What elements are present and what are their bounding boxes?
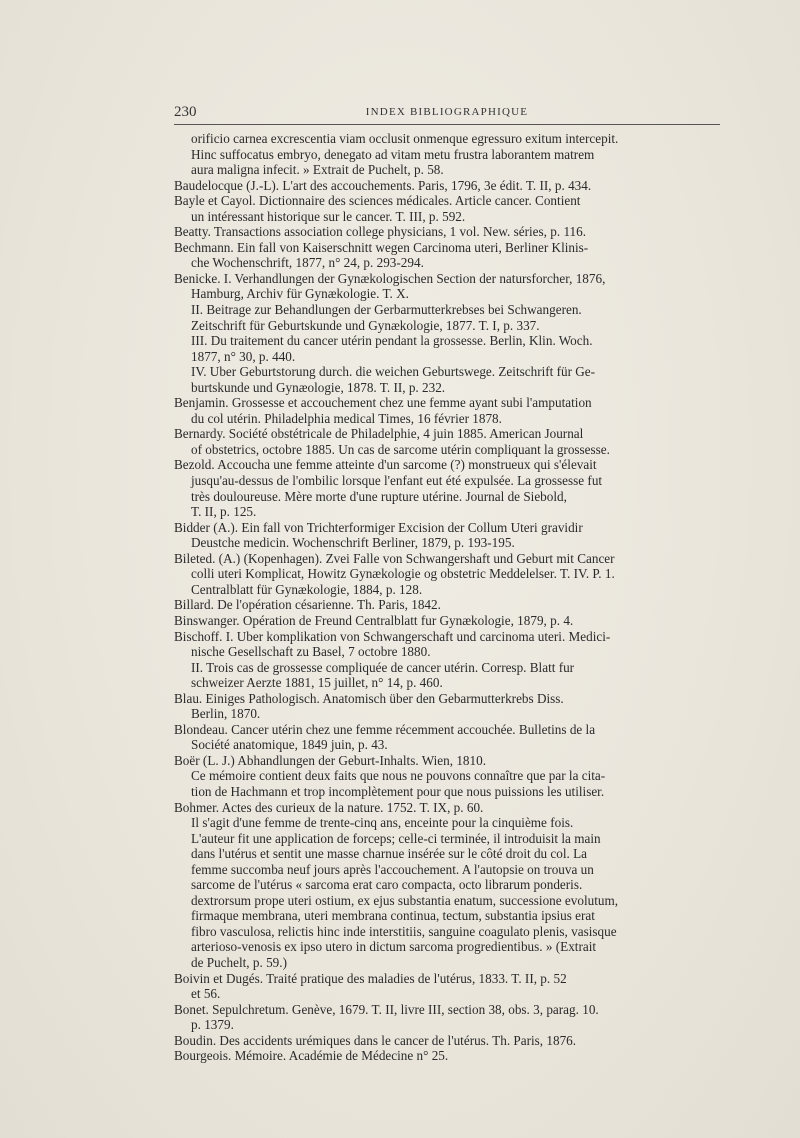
text-line: Boudin. Des accidents urémiques dans le cancer de l'utérus. Th. Paris, 1876. [174, 1032, 577, 1048]
text-line: un intéressant historique sur le cancer. T. III, p. 592. [191, 208, 466, 224]
text-line: Hinc suffocatus embryo, denegato ad vitam metu frustra laborantem matrem [191, 146, 595, 162]
text-line: Beatty. Transactions association college physicians, 1 vol. New. séries, p. 116. [174, 224, 587, 240]
text-line: Benicke. I. Verhandlungen der Gynækologischen Section der natursforcher, 1876, [174, 270, 606, 286]
text-line: Boivin et Dugés. Traité pratique des maladies de l'utérus, 1833. T. II, p. 52 [174, 970, 567, 986]
text-line: Bonet. Sepulchretum. Genève, 1679. T. II, livre III, section 38, obs. 3, parag. 10. [174, 1001, 599, 1017]
text-line: du col utérin. Philadelphia medical Times, 16 février 1878. [191, 410, 502, 426]
page-header [174, 104, 720, 125]
text-line: arterioso-venosis ex ipso utero in dictum sarcoma progredientibus. » (Extrait [191, 939, 597, 955]
text-line: Baudelocque (J.-L). L'art des accouchements. Paris, 1796, 3e édit. T. II, p. 434. [174, 177, 592, 193]
text-line: Deustche medicin. Wochenschrift Berliner, 1879, p. 193-195. [191, 535, 515, 551]
text-line: très douloureuse. Mère morte d'une rupture utérine. Journal de Siebold, [191, 488, 567, 504]
text-line: II. Trois cas de grossesse compliquée de cancer utérin. Corresp. Blatt fur [191, 659, 575, 675]
text-line: Ce mémoire contient deux faits que nous ne pouvons connaître que par la cita- [191, 768, 606, 784]
text-line: burtskunde und Gynæologie, 1878. T. II, p. 232. [191, 379, 446, 395]
text-line: jusqu'au-dessus de l'ombilic lorsque l'enfant eut été expulsée. La grossesse fut [191, 473, 603, 489]
text-line: Société anatomique, 1849 juin, p. 43. [191, 737, 388, 753]
text-line: p. 1379. [191, 1017, 234, 1033]
text-line: sarcome de l'utérus « sarcoma erat caro compacta, octo librarum ponderis. [191, 877, 583, 893]
text-line: 1877, n° 30, p. 440. [191, 348, 296, 364]
text-line: Il s'agit d'une femme de trente-cinq ans, enceinte pour la cinquième fois. [191, 815, 574, 831]
text-line: Centralblatt für Gynækologie, 1884, p. 128. [191, 581, 423, 597]
running-title: INDEX BIBLIOGRAPHIQUE [365, 106, 529, 118]
text-line: et 56. [191, 986, 221, 1002]
text-line: Hamburg, Archiv für Gynækologie. T. X. [191, 286, 409, 302]
text-line: Boër (L. J.) Abhandlungen der Geburt-Inhalts. Wien, 1810. [174, 752, 486, 768]
text-line: colli uteri Komplicat, Howitz Gynækologie og obstetric Meddelelser. T. IV. P. 1. [191, 566, 615, 582]
text-line: che Wochenschrift, 1877, n° 24, p. 293-294. [191, 255, 424, 271]
text-line: Bischoff. I. Uber komplikation von Schwangerschaft und carcinoma uteri. Medici- [174, 628, 611, 644]
text-line: Bezold. Accoucha une femme atteinte d'un sarcome (?) monstrueux qui s'élevait [174, 457, 597, 473]
text-line: of obstetrics, octobre 1885. Un cas de sarcome utérin compliquant la grossesse. [191, 441, 610, 457]
text-line: firmaque membrana, uteri membrana continua, tectum, substantia ipsius erat [191, 908, 595, 924]
text-line: Blondeau. Cancer utérin chez une femme récemment accouchée. Bulletins de la [174, 721, 596, 737]
text-line: Bechmann. Ein fall von Kaiserschnitt wegen Carcinoma uteri, Berliner Klinis- [174, 239, 589, 255]
text-line: fibro vasculosa, relictis hinc inde interstitiis, sanguine coagulato plenis, vasisque [191, 923, 617, 939]
text-line: Bohmer. Actes des curieux de la nature. 1752. T. IX, p. 60. [174, 799, 484, 815]
text-line: de Puchelt, p. 59.) [191, 954, 287, 970]
text-line: tion de Hachmann et trop incomplètement pour que nous puissions les utiliser. [191, 783, 605, 799]
text-line: Blau. Einiges Pathologisch. Anatomisch über den Gebarmutterkrebs Diss. [174, 690, 564, 706]
text-line: Bernardy. Société obstétricale de Philadelphie, 4 juin 1885. American Journal [174, 426, 584, 442]
text-line: aura maligna infecit. » Extrait de Puchelt, p. 58. [191, 162, 444, 178]
text-line: T. II, p. 125. [191, 504, 257, 520]
text-line: nische Gesellschaft zu Basel, 7 octobre 1880. [191, 644, 431, 660]
text-line: Bayle et Cayol. Dictionnaire des sciences médicales. Article cancer. Contient [174, 193, 581, 209]
text-line: femme succomba neuf jours après l'accouchement. A l'autopsie on trouva un [191, 861, 594, 877]
text-line: orificio carnea excrescentia viam occlusit onmenque egressuro exitum intercepit. [191, 131, 619, 146]
text-line: Berlin, 1870. [191, 706, 261, 722]
text-line: Bidder (A.). Ein fall von Trichterformiger Excision der Collum Uteri gravidir [174, 519, 583, 535]
bibliography-body [174, 131, 720, 1064]
text-line: Bileted. (A.) (Kopenhagen). Zvei Falle von Schwangershaft und Geburt mit Cancer [174, 550, 615, 566]
text-line: Binswanger. Opération de Freund Centralblatt fur Gynækologie, 1879, p. 4. [174, 612, 574, 628]
text-line: L'auteur fit une application de forceps; celle-ci terminée, il introduisit la main [191, 830, 601, 846]
text-line: dans l'utérus et sentit une masse charnue insérée sur le côté droit du col. La [191, 846, 588, 862]
page-number: 230 [174, 104, 197, 120]
text-line: schweizer Aerzte 1881, 15 juillet, n° 14, p. 460. [191, 675, 443, 691]
text-line: II. Beitrage zur Behandlungen der Gerbarmutterkrebses bei Schwangeren. [191, 302, 582, 318]
text-line: Bourgeois. Mémoire. Académie de Médecine n° 25. [174, 1048, 449, 1064]
text-line: Billard. De l'opération césarienne. Th. Paris, 1842. [174, 597, 441, 613]
text-line: dextrorsum prope uteri ostium, ex ejus substantia enatum, successione evolutum, [191, 892, 619, 908]
text-line: IV. Uber Geburtstorung durch. die weichen Geburtswege. Zeitschrift für Ge- [191, 364, 596, 380]
text-line: Zeitschrift für Geburtskunde und Gynækologie, 1877. T. I, p. 337. [191, 317, 540, 333]
text-line: Benjamin. Grossesse et accouchement chez une femme ayant subi l'amputation [174, 395, 592, 411]
text-line: III. Du traitement du cancer utérin pendant la grossesse. Berlin, Klin. Woch. [191, 333, 593, 349]
